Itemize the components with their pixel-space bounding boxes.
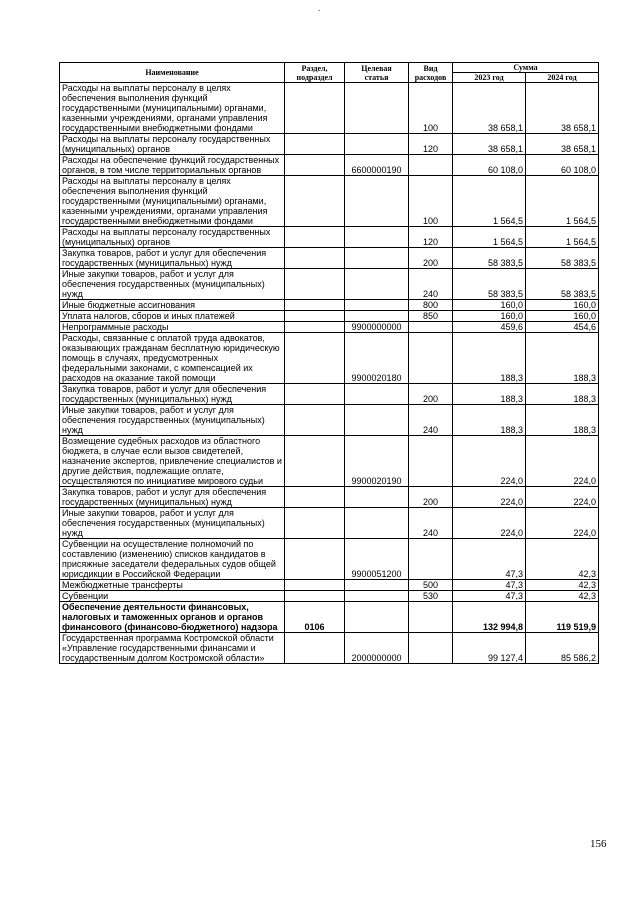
cell-y2024: 42,3 xyxy=(526,539,599,580)
cell-y2023: 188,3 xyxy=(453,405,526,436)
cell-section: 0106 xyxy=(285,602,345,633)
cell-y2023: 224,0 xyxy=(453,436,526,487)
cell-name: Закупка товаров, работ и услуг для обеспечения государственных (муниципальных) нужд xyxy=(60,487,285,508)
cell-section xyxy=(285,487,345,508)
cell-y2024: 160,0 xyxy=(526,311,599,322)
cell-kind xyxy=(409,333,453,384)
cell-y2023: 47,3 xyxy=(453,591,526,602)
table-row xyxy=(60,580,599,591)
cell-y2023: 47,3 xyxy=(453,539,526,580)
cell-y2024: 454,6 xyxy=(526,322,599,333)
cell-y2024: 38 658,1 xyxy=(526,83,599,134)
cell-y2023: 132 994,8 xyxy=(453,602,526,633)
table-row xyxy=(60,311,599,322)
cell-name: Субвенции xyxy=(60,591,285,602)
table-row xyxy=(60,602,599,633)
cell-kind: 200 xyxy=(409,248,453,269)
cell-kind: 240 xyxy=(409,508,453,539)
cell-y2024: 224,0 xyxy=(526,436,599,487)
cell-section xyxy=(285,269,345,300)
table-body xyxy=(60,83,599,664)
cell-name: Расходы на обеспечение функций государственных органов, в том числе территориальных органов xyxy=(60,155,285,176)
header-target: Целевая статья xyxy=(345,63,409,83)
cell-target: 9900051200 xyxy=(345,539,409,580)
cell-y2023: 1 564,5 xyxy=(453,176,526,227)
cell-section xyxy=(285,176,345,227)
cell-section xyxy=(285,155,345,176)
cell-target xyxy=(345,300,409,311)
cell-target xyxy=(345,269,409,300)
cell-kind: 240 xyxy=(409,269,453,300)
table-row xyxy=(60,539,599,580)
cell-y2023: 58 383,5 xyxy=(453,269,526,300)
table-row xyxy=(60,508,599,539)
header-2023: 2023 год xyxy=(453,73,526,83)
cell-kind: 120 xyxy=(409,227,453,248)
cell-target: 6600000190 xyxy=(345,155,409,176)
table-row xyxy=(60,384,599,405)
cell-target xyxy=(345,384,409,405)
table-row xyxy=(60,248,599,269)
cell-target xyxy=(345,508,409,539)
cell-kind: 240 xyxy=(409,405,453,436)
cell-target xyxy=(345,83,409,134)
cell-section xyxy=(285,633,345,664)
cell-kind xyxy=(409,436,453,487)
cell-section xyxy=(285,591,345,602)
cell-name: Межбюджетные трансферты xyxy=(60,580,285,591)
cell-name: Иные бюджетные ассигнования xyxy=(60,300,285,311)
page-number: 156 xyxy=(590,838,607,850)
table-row xyxy=(60,405,599,436)
cell-target xyxy=(345,311,409,322)
cell-target: 9900020180 xyxy=(345,333,409,384)
scan-artifact xyxy=(318,10,320,11)
cell-y2024: 38 658,1 xyxy=(526,134,599,155)
cell-y2024: 1 564,5 xyxy=(526,176,599,227)
cell-name: Иные закупки товаров, работ и услуг для обеспечения государственных (муниципальных) нужд xyxy=(60,508,285,539)
cell-y2024: 224,0 xyxy=(526,487,599,508)
cell-kind: 200 xyxy=(409,384,453,405)
cell-y2023: 58 383,5 xyxy=(453,248,526,269)
cell-target xyxy=(345,176,409,227)
cell-name: Обеспечение деятельности финансовых, налоговых и таможенных органов и органов финансового (финансово-бюджетного) надзора xyxy=(60,602,285,633)
cell-name: Уплата налогов, сборов и иных платежей xyxy=(60,311,285,322)
cell-section xyxy=(285,580,345,591)
header-2024: 2024 год xyxy=(526,73,599,83)
header-section: Раздел, подраздел xyxy=(285,63,345,83)
cell-kind xyxy=(409,633,453,664)
table-row xyxy=(60,633,599,664)
cell-target: 9900020190 xyxy=(345,436,409,487)
table-row xyxy=(60,436,599,487)
cell-section xyxy=(285,134,345,155)
cell-section xyxy=(285,83,345,134)
cell-kind xyxy=(409,539,453,580)
cell-section xyxy=(285,384,345,405)
cell-section xyxy=(285,405,345,436)
cell-section xyxy=(285,508,345,539)
cell-name: Субвенции на осуществление полномочий по составлению (изменению) списков кандидатов в присяжные заседатели федеральных судов общей юрисдикции в Российской Федерации xyxy=(60,539,285,580)
table-row xyxy=(60,300,599,311)
cell-y2023: 459,6 xyxy=(453,322,526,333)
cell-target xyxy=(345,405,409,436)
cell-y2023: 1 564,5 xyxy=(453,227,526,248)
cell-y2023: 224,0 xyxy=(453,487,526,508)
cell-y2023: 160,0 xyxy=(453,300,526,311)
header-name: Наименование xyxy=(60,63,285,83)
cell-name: Иные закупки товаров, работ и услуг для обеспечения государственных (муниципальных) нужд xyxy=(60,269,285,300)
cell-name: Расходы на выплаты персоналу в целях обеспечения выполнения функций государственными (муниципальными) органами, казенными учреждениями, органами управления государственными внебюджетными фондами xyxy=(60,83,285,134)
table-row xyxy=(60,487,599,508)
header-kind: Вид расходов xyxy=(409,63,453,83)
cell-target xyxy=(345,487,409,508)
cell-y2024: 85 586,2 xyxy=(526,633,599,664)
cell-y2024: 119 519,9 xyxy=(526,602,599,633)
cell-y2024: 188,3 xyxy=(526,405,599,436)
cell-y2023: 224,0 xyxy=(453,508,526,539)
cell-y2024: 188,3 xyxy=(526,333,599,384)
cell-kind: 800 xyxy=(409,300,453,311)
cell-name: Иные закупки товаров, работ и услуг для обеспечения государственных (муниципальных) нужд xyxy=(60,405,285,436)
cell-y2024: 60 108,0 xyxy=(526,155,599,176)
cell-y2024: 1 564,5 xyxy=(526,227,599,248)
cell-y2023: 38 658,1 xyxy=(453,134,526,155)
cell-target xyxy=(345,227,409,248)
cell-y2024: 58 383,5 xyxy=(526,269,599,300)
cell-section xyxy=(285,311,345,322)
cell-kind: 100 xyxy=(409,83,453,134)
cell-y2023: 47,3 xyxy=(453,580,526,591)
header-sum: Сумма xyxy=(453,63,599,73)
cell-kind: 100 xyxy=(409,176,453,227)
cell-target xyxy=(345,134,409,155)
cell-name: Расходы, связанные с оплатой труда адвокатов, оказывающих гражданам бесплатную юридическую помощь в случаях, предусмотренных федеральными законами, с компенсацией их расходов на оказание такой помощи xyxy=(60,333,285,384)
table-row xyxy=(60,176,599,227)
cell-target: 2000000000 xyxy=(345,633,409,664)
table-row xyxy=(60,155,599,176)
cell-y2023: 99 127,4 xyxy=(453,633,526,664)
cell-y2023: 38 658,1 xyxy=(453,83,526,134)
cell-y2024: 188,3 xyxy=(526,384,599,405)
cell-name: Расходы на выплаты персоналу в целях обеспечения выполнения функций государственными (муниципальными) органами, казенными учреждениями, органами управления государственными внебюджетными фондами xyxy=(60,176,285,227)
cell-y2023: 160,0 xyxy=(453,311,526,322)
table-row xyxy=(60,134,599,155)
cell-target xyxy=(345,248,409,269)
cell-section xyxy=(285,539,345,580)
cell-target xyxy=(345,591,409,602)
cell-name: Государственная программа Костромской области «Управление государственными финансами и государственным долгом Костромской области» xyxy=(60,633,285,664)
cell-y2024: 58 383,5 xyxy=(526,248,599,269)
cell-y2023: 188,3 xyxy=(453,384,526,405)
cell-name: Закупка товаров, работ и услуг для обеспечения государственных (муниципальных) нужд xyxy=(60,384,285,405)
table-row xyxy=(60,227,599,248)
cell-section xyxy=(285,333,345,384)
table-row xyxy=(60,591,599,602)
cell-section xyxy=(285,436,345,487)
cell-y2023: 188,3 xyxy=(453,333,526,384)
budget-table xyxy=(59,62,599,664)
cell-kind xyxy=(409,322,453,333)
cell-name: Расходы на выплаты персоналу государственных (муниципальных) органов xyxy=(60,134,285,155)
cell-kind: 530 xyxy=(409,591,453,602)
cell-y2024: 42,3 xyxy=(526,580,599,591)
cell-section xyxy=(285,300,345,311)
cell-y2024: 224,0 xyxy=(526,508,599,539)
cell-section xyxy=(285,248,345,269)
cell-y2024: 42,3 xyxy=(526,591,599,602)
table-row xyxy=(60,333,599,384)
cell-kind xyxy=(409,602,453,633)
table-row xyxy=(60,269,599,300)
cell-kind: 200 xyxy=(409,487,453,508)
cell-kind: 850 xyxy=(409,311,453,322)
cell-target xyxy=(345,580,409,591)
cell-section xyxy=(285,322,345,333)
table-row xyxy=(60,83,599,134)
cell-kind: 500 xyxy=(409,580,453,591)
cell-name: Непрограммные расходы xyxy=(60,322,285,333)
cell-kind xyxy=(409,155,453,176)
cell-y2024: 160,0 xyxy=(526,300,599,311)
cell-name: Закупка товаров, работ и услуг для обеспечения государственных (муниципальных) нужд xyxy=(60,248,285,269)
cell-target xyxy=(345,602,409,633)
cell-kind: 120 xyxy=(409,134,453,155)
table-row xyxy=(60,322,599,333)
cell-target: 9900000000 xyxy=(345,322,409,333)
cell-name: Расходы на выплаты персоналу государственных (муниципальных) органов xyxy=(60,227,285,248)
cell-y2023: 60 108,0 xyxy=(453,155,526,176)
cell-section xyxy=(285,227,345,248)
cell-name: Возмещение судебных расходов из областного бюджета, в случае если вызов свидетелей, назначение экспертов, привлечение специалистов и другие действия, подлежащие оплате, осуществляются по инициативе мирового судьи xyxy=(60,436,285,487)
